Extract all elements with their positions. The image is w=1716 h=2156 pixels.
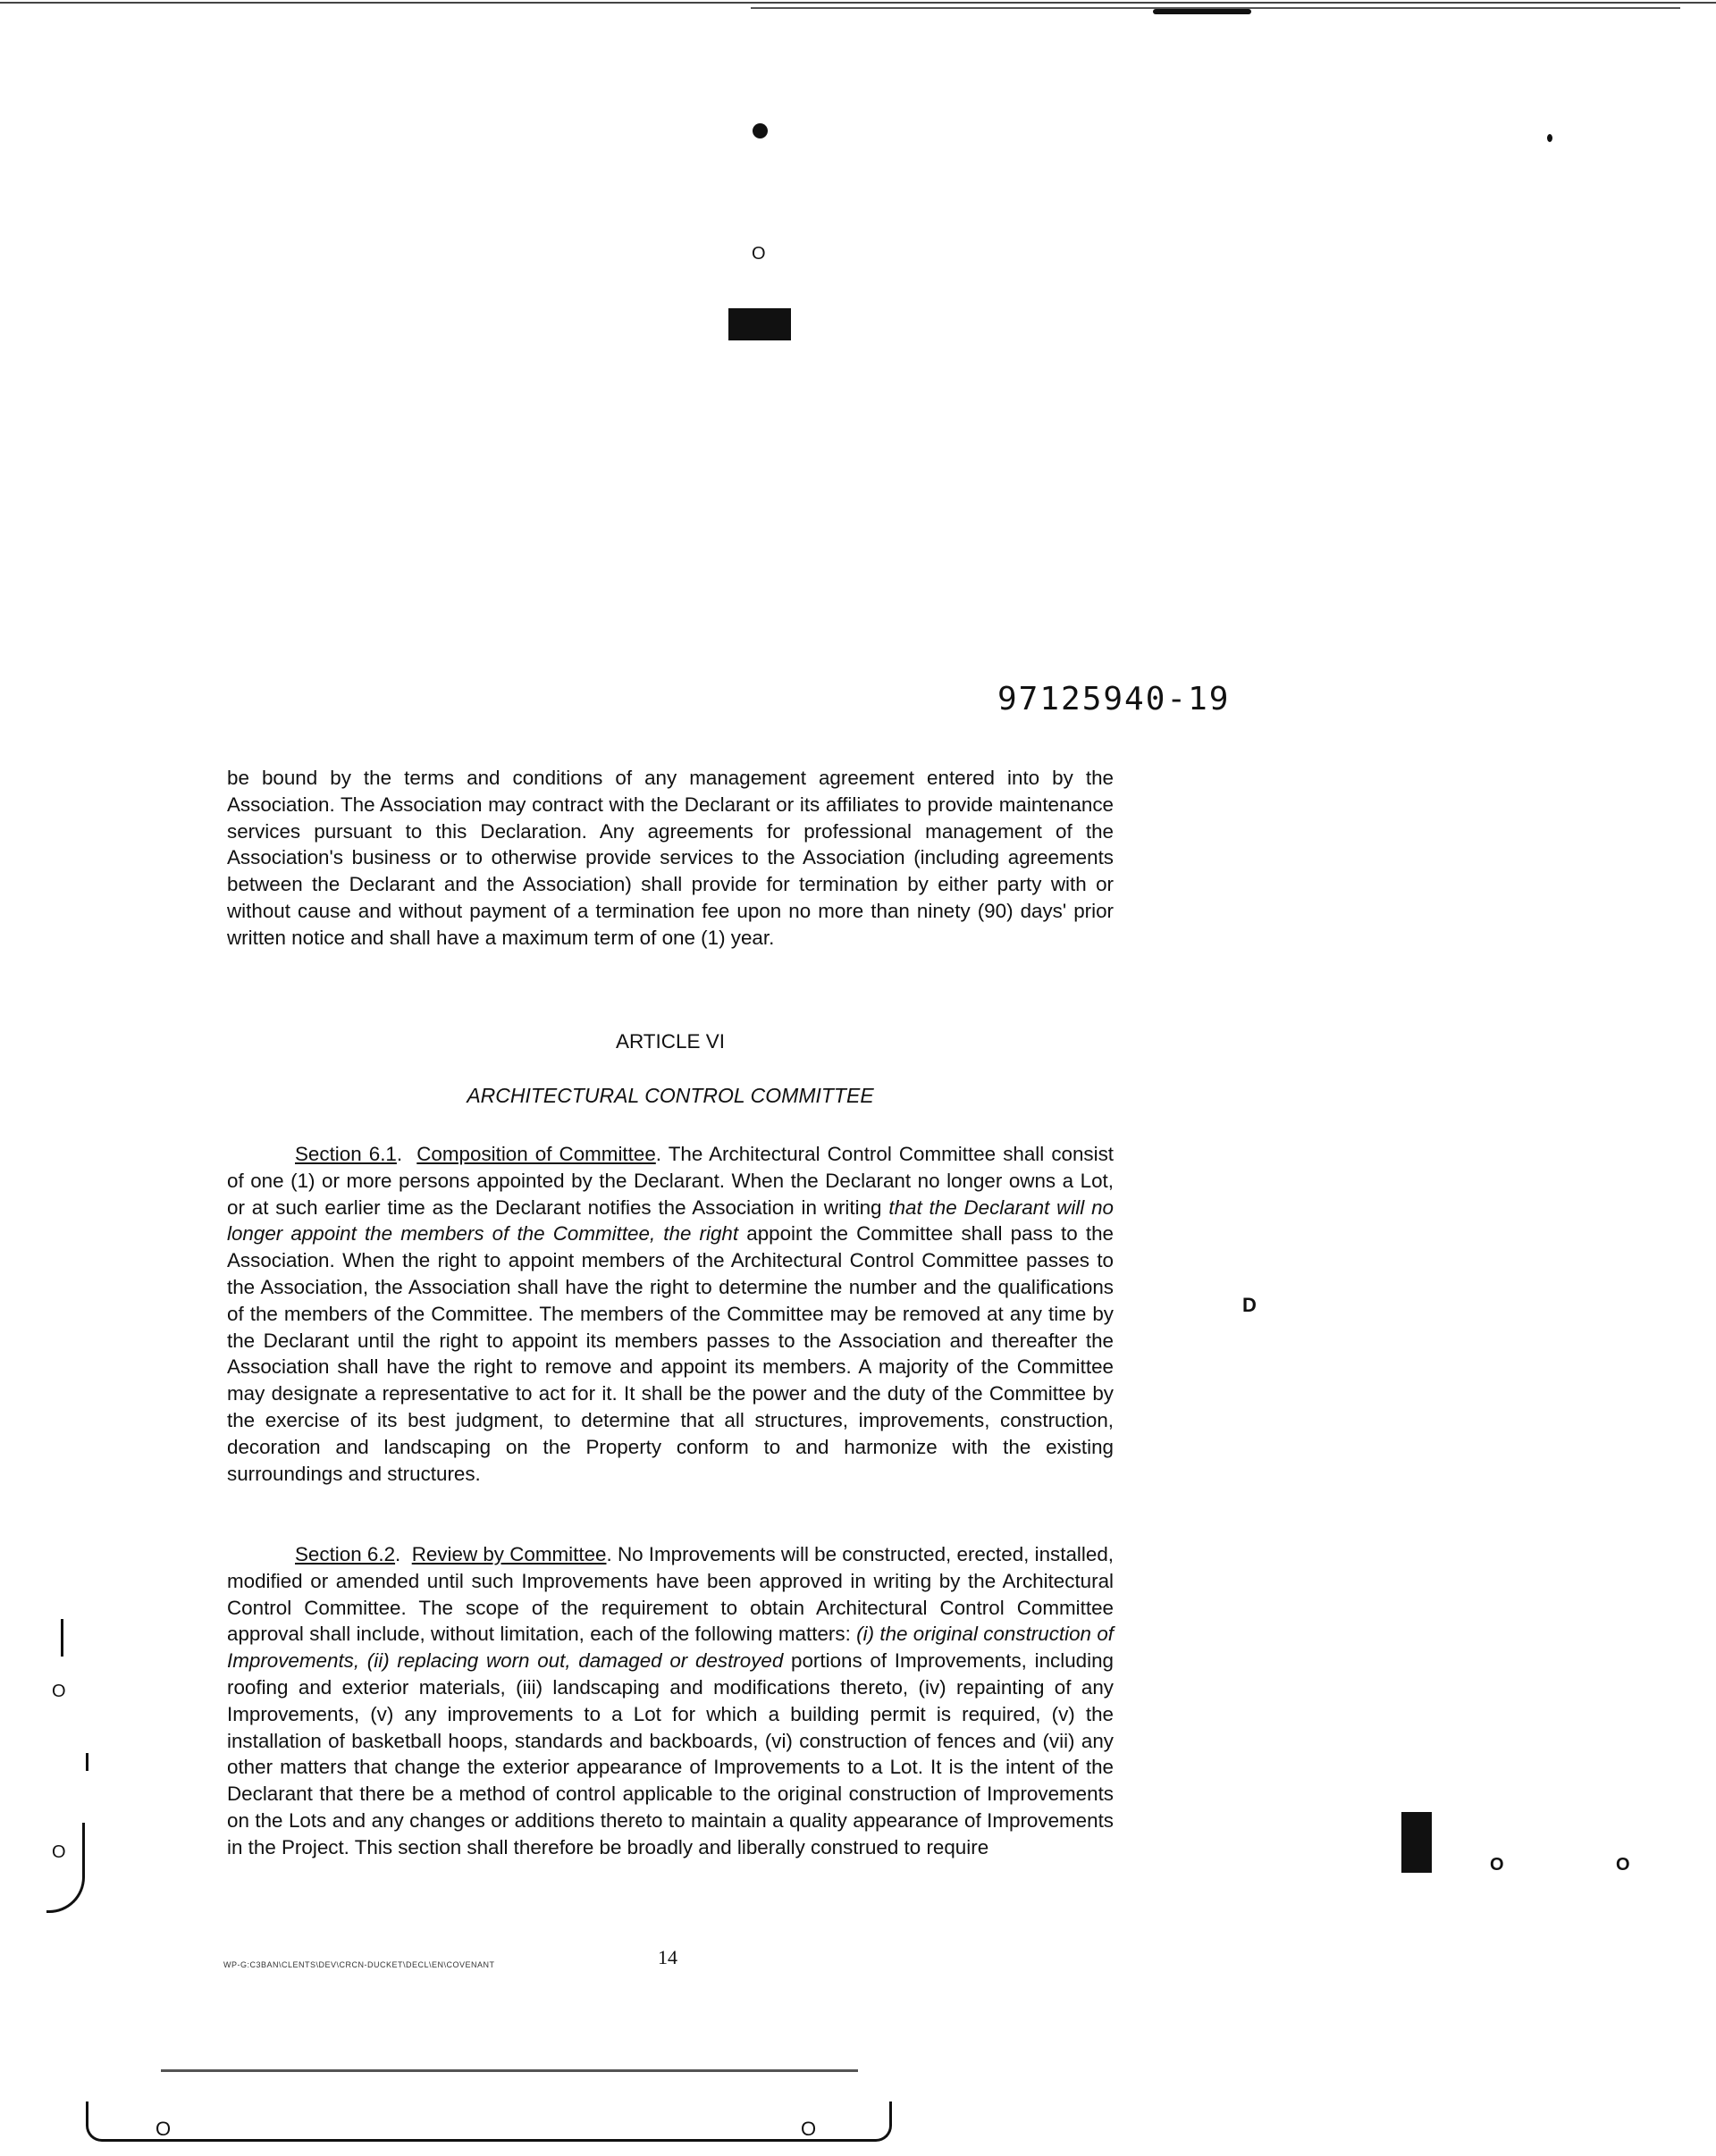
continuation-paragraph: be bound by the terms and conditions of any management agreement entered into by the Association. The Association may contract with the Declarant or its affiliates to provide maintenance services pursuant to this Declaration. Any agreements for professional management of the Association's business or to otherwise provide services to the Association (including agreements between the Declarant and the Association) shall provide for termination by either party with or without cause and without payment of a termination fee upon no more than ninety (90) days' prior written notice and shall have a maximum term of one (1) year. (227, 767, 1114, 949)
ring-mark-top: O (752, 244, 766, 264)
top-scan-edge (0, 2, 1716, 4)
section-6-1-intro: The Architectural Control Committee shall consist of one (1) or more persons appointed by the Declarant. When the Declarant no longer owns a Lot, or at such earlier time as the Declarant notifies the Association in writing (227, 1143, 1115, 1219)
section-6-1-number: Section 6.1 (295, 1143, 397, 1165)
ring-mark-left-2: O (52, 1842, 66, 1862)
left-tick (86, 1753, 88, 1771)
section-6-2-intro: No Improvements will be constructed, erected, installed, modified or amended until such Improvements have been approved in writing by the Architectural Control Committee. The scope of the requirement to obtain Architectural Control Committee approval shall include, without limitation, each of the following matters: (227, 1543, 1114, 1646)
section-6-1-italic: that the Declarant will no longer appoint the members of the Committee, the right (227, 1195, 1114, 1246)
page-number: 14 (658, 1946, 677, 1968)
top-scan-line (751, 7, 1680, 9)
ring-mark-bottom-2: O (801, 2118, 817, 2140)
section-6-1: Section 6.1. Composition of Committee. The Architectural Control Committee shall consist of one (1) or more persons appointed by the Declarant. When the Declarant no longer owns a Lot, or at such earlier time as the Declarant notifies the Association in writing that the Declarant will no longer appoint the members of the Committee, the right appoint the Committee shall pass to the Association. When the right to appoint members of the Architectural Control Committee passes to the Association, the Association shall have the right to determine the number and the qualifications of the members of the Committee. The members of the Committee may be removed at any time by the Declarant until the right to appoint its members passes to the Association and thereafter the Association shall have the right to remove and appoint its members. A majority of the Committee may designate a representative to act for it. It shall be the power and the duty of the Committee by the exercise of its best judgment, to determine that all structures, improvements, construction, decoration and landscaping on the Property conform to and harmonize with the existing surroundings and structures. (227, 1143, 1115, 1485)
section-6-1-rest: appoint the Committee shall pass to the Association. When the right to appoint members of the Architectural Control Committee passes to the Association, the Association shall have the right to determine the number and the qualifications of the members of the Committee. The members of the Committee may be removed at any time by the Declarant until the right to appoint its members passes to the Association and thereafter the Association shall have the right to remove and appoint its members. A majority of the Committee may designate a representative to act for it. It shall be the power and the duty of the Committee by the exercise of its best judgment, to determine that all structures, improvements, construction, decoration and landscaping on the Property conform to and harmonize with the existing surroundings and structures. (227, 1222, 1114, 1485)
redaction-block (728, 308, 791, 340)
footer-file-path: WP-G:C3BAN\CLENTS\DEV\CRCN-DUCKET\DECL\EN\COVENANT (223, 1960, 495, 1969)
section-6-1-title: Composition of Committee (416, 1143, 656, 1165)
bottom-frame (86, 2101, 892, 2142)
top-scan-smudge (1153, 9, 1251, 14)
section-6-2-number: Section 6.2 (295, 1543, 396, 1565)
article-title: ARCHITECTURAL CONTROL COMMITTEE (467, 1084, 874, 1107)
ring-mark-right-2: O (1616, 1855, 1630, 1875)
ring-mark-bottom-1: O (156, 2118, 172, 2140)
left-bracket-bottom (46, 1823, 85, 1913)
left-bracket-top (61, 1619, 63, 1657)
article-heading: ARTICLE VI (615, 1030, 726, 1053)
document-number: 97125940-19 (997, 681, 1231, 717)
ring-mark-right-1: O (1490, 1855, 1504, 1875)
side-mark: D (1242, 1294, 1257, 1316)
section-6-2: Section 6.2. Review by Committee. No Improvements will be constructed, erected, installed, modified or amended until such Improvements have been approved in writing by the Architectural Control Committee. The scope of the requirement to obtain Architectural Control Committee approval shall include, without limitation, each of the following matters: (i) the original construction of Improvements, (ii) replacing worn out, damaged or destroyed portions of Improvements, including roofing and exterior materials, (iii) landscaping and modifications thereto, (iv) repainting of any Improvements, (v) any improvements to a Lot for which a building permit is required, (v) the installation of basketball hoops, standards and backboards, (vi) construction of fences and (vii) any other matters that change the exterior appearance of Improvements to a Lot. It is the intent of the Declarant that there be a method of control applicable to the original construction of Improvements on the Lots and any changes or additions thereto to maintain a quality appearance of Improvements in the Project. This section shall therefore be broadly and liberally construed to require (227, 1543, 1114, 1858)
bottom-frame-top-line (161, 2069, 858, 2072)
ring-mark-left: O (52, 1682, 66, 1701)
section-6-2-title: Review by Committee (411, 1543, 607, 1565)
section-6-2-rest: portions of Improvements, including roofing and exterior materials, (iii) landscaping and modifications thereto, (iv) repainting of any Improvements, (v) any improvements to a Lot for which a building permit is required, (v) the installation of basketball hoops, standards and backboards, (vi) construction of fences and (vii) any other matters that change the exterior appearance of Improvements to a Lot. It is the intent of the Declarant that there be a method of control applicable to the original construction of Improvements on the Lots and any changes or additions thereto to maintain a quality appearance of Improvements in the Project. This section shall therefore be broadly and liberally construed to require (227, 1649, 1114, 1858)
speck (1547, 134, 1552, 142)
right-side-strip (1401, 1812, 1432, 1873)
binder-hole (753, 123, 768, 138)
section-6-2-italic: (i) the original construction of Improvements, (ii) replacing worn out, damaged or destroyed (227, 1623, 1114, 1673)
